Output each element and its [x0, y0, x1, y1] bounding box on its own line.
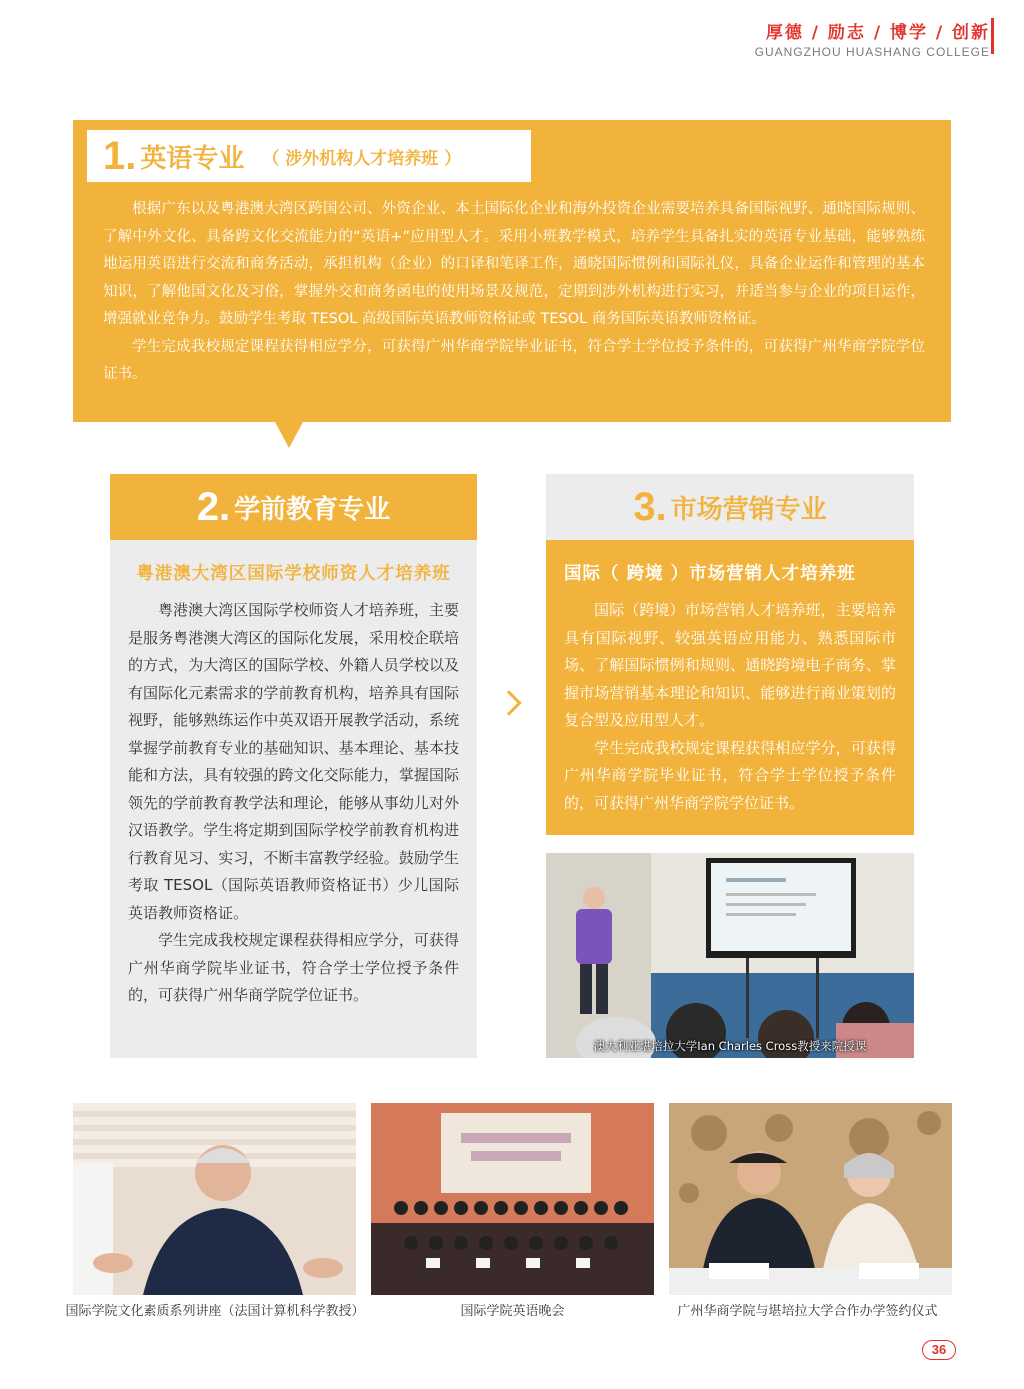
section1-number: 1.	[103, 133, 137, 178]
section2-number: 2.	[196, 484, 231, 529]
section2-subtitle: 粤港澳大湾区国际学校师资人才培养班	[136, 564, 451, 584]
section1-title: 英语专业	[140, 143, 245, 174]
photo-caption: 国际学院英语晚会	[460, 1304, 565, 1319]
section3-body	[564, 597, 896, 817]
page-number: 36	[922, 1340, 956, 1360]
photo-caption: 广州华商学院与堪培拉大学合作办学签约仪式	[677, 1304, 938, 1319]
signing-ceremony-illustration	[669, 1103, 952, 1295]
section1-paragraph: 根据广东以及粤港澳大湾区跨国公司、外资企业、本土国际化企业和海外投资企业需要培养具备国际视野、通晓国际规则、了解中外文化、具备跨文化交流能力的“英语+”应用型人才。采用小班教学模式，培养学生具备扎实的英语专业基础，能够熟练地运用英语进行交流和商务活动，承担机构（企业）的口译和笔译工作，通晓国际惯例和国际礼仪，具备企业运作和管理的基本知识，了解他国文化及习俗，掌握外交和商务函电的使用场景及规范，定期到涉外机构进行实习，并适当参与企业的项目运作，增强就业竞争力。鼓励学生考取 TESOL 高级国际英语教师资格证或 TESOL 商务国际英语教师资格证。	[103, 201, 925, 327]
english-evening-photo	[371, 1103, 654, 1295]
section2-paragraph: 学生完成我校规定课程获得相应学分，可获得广州华商学院毕业证书，符合学士学位授予条件的，可获得广州华商学院学位证书。	[128, 931, 459, 1004]
college-name: GUANGZHOU HUASHANG COLLEGE	[754, 45, 990, 59]
chevron-right-icon	[496, 690, 521, 715]
section3-number: 3.	[633, 484, 667, 529]
section2-body	[128, 597, 459, 1010]
section2-header	[110, 474, 477, 540]
section1-subtitle: （ 涉外机构人才培养班 ）	[262, 148, 462, 169]
section3-header	[546, 474, 914, 540]
section2-title: 学前教育专业	[234, 494, 391, 525]
section1-title-box	[87, 130, 531, 182]
section3-paragraph: 国际（跨境）市场营销人才培养班，主要培养具有国际视野、较强英语应用能力、熟悉国际市场、了解国际惯例和规则、通晓跨境电子商务、掌握市场营销基本理论和知识、能够进行商业策划的复合型及应用型人才。	[564, 601, 896, 729]
section-marketing	[546, 540, 914, 835]
section2-paragraph: 粤港澳大湾区国际学校师资人才培养班，主要是服务粤港澳大湾区的国际化发展，采用校企联培的方式，为大湾区的国际学校、外籍人员学校以及有国际化元素需求的学前教育机构，培养具有国际视野，能够熟练运作中英双语开展教学活动，系统掌握学前教育专业的基础知识、基本理论、基本技能和方法，具有较强的跨文化交际能力，掌握国际领先的学前教育教学法和理论，能够从事幼儿对外汉语教学。学生将定期到国际学校学前教育机构进行教育见习、实习，不断丰富教学经验。鼓励学生考取 TESOL（国际英语教师资格证书）少儿国际英语教师资格证。	[128, 601, 459, 922]
english-evening-illustration	[371, 1103, 654, 1295]
section-english-major	[73, 120, 951, 422]
lecture-illustration	[73, 1103, 356, 1295]
signing-ceremony-photo	[669, 1103, 952, 1295]
classroom-lecture-photo	[546, 853, 914, 1058]
page-header	[755, 18, 990, 59]
college-motto: 厚德 / 励志 / 博学 / 创新	[765, 23, 990, 43]
classroom-photo-caption: 澳大利亚堪培拉大学Ian Charles Cross教授来院授课	[593, 1039, 867, 1053]
section3-title: 市场营销专业	[670, 494, 827, 525]
section1-paragraph: 学生完成我校规定课程获得相应学分，可获得广州华商学院毕业证书，符合学士学位授予条件的，可获得广州华商学院学位证书。	[103, 338, 925, 382]
lecture-professor-photo	[73, 1103, 356, 1295]
photo-caption: 国际学院文化素质系列讲座（法国计算机科学教授）	[65, 1304, 365, 1319]
classroom-illustration	[546, 853, 914, 1058]
section1-body	[103, 196, 925, 389]
section3-paragraph: 学生完成我校规定课程获得相应学分，可获得广州华商学院毕业证书，符合学士学位授予条件的，可获得广州华商学院学位证书。	[564, 738, 896, 812]
section3-subtitle: 国际（ 跨境 ）市场营销人才培养班	[564, 564, 856, 584]
section-preschool-education	[110, 474, 477, 1058]
header-accent-bar	[991, 18, 994, 54]
callout-pointer	[275, 422, 303, 448]
